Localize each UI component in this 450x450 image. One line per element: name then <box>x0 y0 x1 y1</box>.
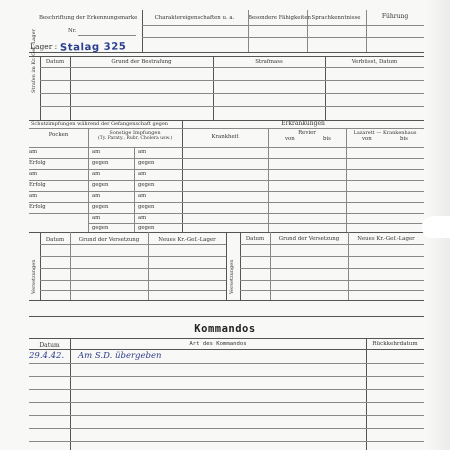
kommandos-divider <box>366 338 367 450</box>
kommandos-rueckkehr-header: Rückkehrdatum <box>372 341 418 347</box>
kommandos-row-line <box>29 402 424 403</box>
impfungen-row-line <box>29 147 182 148</box>
vers-neues2-header: Neues Kr.-Gef.-Lager <box>357 236 415 242</box>
lazarett-von: von <box>362 136 372 142</box>
strafen-grund-header: Grund der Bestrafung <box>111 59 172 65</box>
nr-line <box>78 35 136 36</box>
top-divider <box>142 10 143 52</box>
erkrankungen-header-line <box>182 128 424 129</box>
sonstige-row: gegen <box>138 204 155 210</box>
sonstige-header-sub: (Ty. Paraty., Ruhr, Cholera usw.) <box>97 136 173 141</box>
sonstige-row: am <box>138 215 147 221</box>
sonstige-row: gegen <box>138 225 155 231</box>
pocken-row: Erfolg <box>29 182 46 188</box>
erkrankungen-row-line <box>182 191 424 192</box>
vers-row-line <box>240 268 424 269</box>
pocken-row: Erfolg <box>29 204 46 210</box>
sonstige-row: am <box>138 193 147 199</box>
erkrankungen-row-line <box>182 202 424 203</box>
lazarett-header: Lazarett — Krankenhaus <box>353 130 417 136</box>
vers-datum2-header: Datum <box>245 236 265 242</box>
revier-bis: bis <box>323 136 331 142</box>
sonstige-row: am <box>92 193 101 199</box>
erkrankungen-row-line <box>182 213 424 214</box>
kommandos-row-line <box>29 363 424 364</box>
impfungen-row-line <box>29 213 182 214</box>
sprachen-label: Sprachkenntnisse <box>311 15 361 21</box>
sonstige-row: am <box>92 171 101 177</box>
versetzungen-side-label-left: Versetzungen <box>31 259 37 294</box>
kommandos-row-line <box>29 428 424 429</box>
kommandos-row-line <box>29 389 424 390</box>
pocken-row: Erfolg <box>29 160 46 166</box>
kommandos-row-line <box>29 441 424 442</box>
beschriftung-label: Beschriftung der Erkennungsmarke <box>39 15 138 21</box>
strafen-top-border <box>29 56 424 57</box>
faehigkeiten-label: Besondere Fähigkeiten <box>248 15 311 21</box>
sonstige-row: gegen <box>138 160 155 166</box>
vers-row-line <box>40 290 226 291</box>
impfungen-row-line <box>29 202 182 203</box>
kommandos-divider <box>70 338 71 450</box>
strafen-divider <box>213 56 214 120</box>
sonstige-row: gegen <box>92 182 109 188</box>
sonstige-row: am <box>138 171 147 177</box>
vers-row-line <box>240 244 424 245</box>
charakter-label: Charaktereigenschaften u. a. <box>154 15 235 21</box>
sonstige-header: Sonstige Impfungen <box>109 130 161 136</box>
revier-header: Revier <box>298 130 316 136</box>
versetzungen-bottom-border <box>29 300 424 301</box>
vers-row-line <box>240 280 424 281</box>
pocken-row: am <box>29 171 38 177</box>
erkrankungen-row-line <box>182 158 424 159</box>
vers-row-line <box>40 256 226 257</box>
strafen-divider <box>70 56 71 120</box>
pocken-row: am <box>29 193 38 199</box>
erkrankungen-header: Erkrankungen <box>281 120 325 127</box>
kommando-entry-art: Am S.D. übergeben <box>78 351 162 361</box>
vers-row-line <box>40 244 226 245</box>
kommandos-header-top <box>29 338 424 339</box>
kommando-entry-datum: 29.4.42. <box>29 351 65 361</box>
kommandos-art-header: Art des Kommandos <box>189 341 247 347</box>
impfungen-header-line <box>29 128 182 129</box>
sonstige-row: gegen <box>138 182 155 188</box>
impfungen-row-line <box>88 223 182 224</box>
strafen-row-line <box>40 80 424 81</box>
vers-datum-header: Datum <box>45 237 65 243</box>
versetzungen-divider <box>226 232 227 300</box>
vers-row-line <box>240 290 424 291</box>
versetzungen-side-label-right: Versetzungen <box>229 259 235 294</box>
lager-stamp: Stalag 325 <box>59 41 127 54</box>
vers-grund2-header: Grund der Versetzung <box>278 236 340 242</box>
impfungen-row-line <box>29 169 182 170</box>
top-divider <box>248 10 249 52</box>
top-divider <box>307 10 308 52</box>
erkrankungen-row-line <box>182 223 424 224</box>
sonstige-row: gegen <box>92 225 109 231</box>
kommandos-row-line <box>29 376 424 377</box>
erkrankungen-row-line <box>182 169 424 170</box>
sonstige-row: am <box>92 149 101 155</box>
strafen-row-line <box>40 67 424 68</box>
impfungen-row-line <box>29 191 182 192</box>
strafen-row-line <box>40 93 424 94</box>
impfungen-divider <box>134 147 135 232</box>
nr-label: Nr. <box>68 28 77 34</box>
erkrankungen-row-line <box>182 180 424 181</box>
revier-von: von <box>285 136 295 142</box>
strafen-side-label: Strafen im Kr.-Gef.-Lager <box>31 29 37 93</box>
section-border <box>29 52 424 53</box>
vers-neues-header: Neues Kr.-Gef.-Lager <box>158 237 216 243</box>
impfungen-row-line <box>29 158 182 159</box>
strafen-divider <box>325 56 326 120</box>
pocken-header: Pocken <box>48 132 69 138</box>
vers-row-line <box>40 280 226 281</box>
fuehrung-label: Führung <box>381 13 409 20</box>
impfungen-header: Schutzimpfungen während der Gefangenschaft gegen <box>31 121 169 127</box>
krankheit-header: Krankheit <box>211 134 239 140</box>
sonstige-row: am <box>92 215 101 221</box>
top-row-line <box>142 37 424 38</box>
strafen-strafmass-header: Strafmass <box>255 59 283 65</box>
torn-paper-edge <box>422 216 450 238</box>
impfungen-row-line <box>29 180 182 181</box>
pocken-row: am <box>29 149 38 155</box>
top-divider <box>366 10 367 52</box>
kommandos-title: Kommandos <box>194 323 256 335</box>
kommandos-datum-header: Datum <box>39 342 60 349</box>
sonstige-row: gegen <box>92 204 109 210</box>
strafen-verbuesst-header: Verbüsst, Datum <box>351 59 398 65</box>
kommandos-top-border <box>29 316 424 317</box>
lazarett-bis: bis <box>400 136 408 142</box>
kommandos-header-bottom <box>29 349 424 350</box>
lager-label: Lager : <box>30 42 58 51</box>
erkrankungen-row-line <box>182 147 424 148</box>
strafen-row-line <box>40 106 424 107</box>
vers-row-line <box>240 256 424 257</box>
strafen-datum-header: Datum <box>45 59 65 65</box>
strafen-divider <box>40 56 41 120</box>
vers-row-line <box>40 268 226 269</box>
sonstige-row: gegen <box>92 160 109 166</box>
sonstige-row: am <box>138 149 147 155</box>
top-row-line <box>142 25 424 26</box>
vers-grund-header: Grund der Versetzung <box>78 237 140 243</box>
kommandos-row-line <box>29 415 424 416</box>
